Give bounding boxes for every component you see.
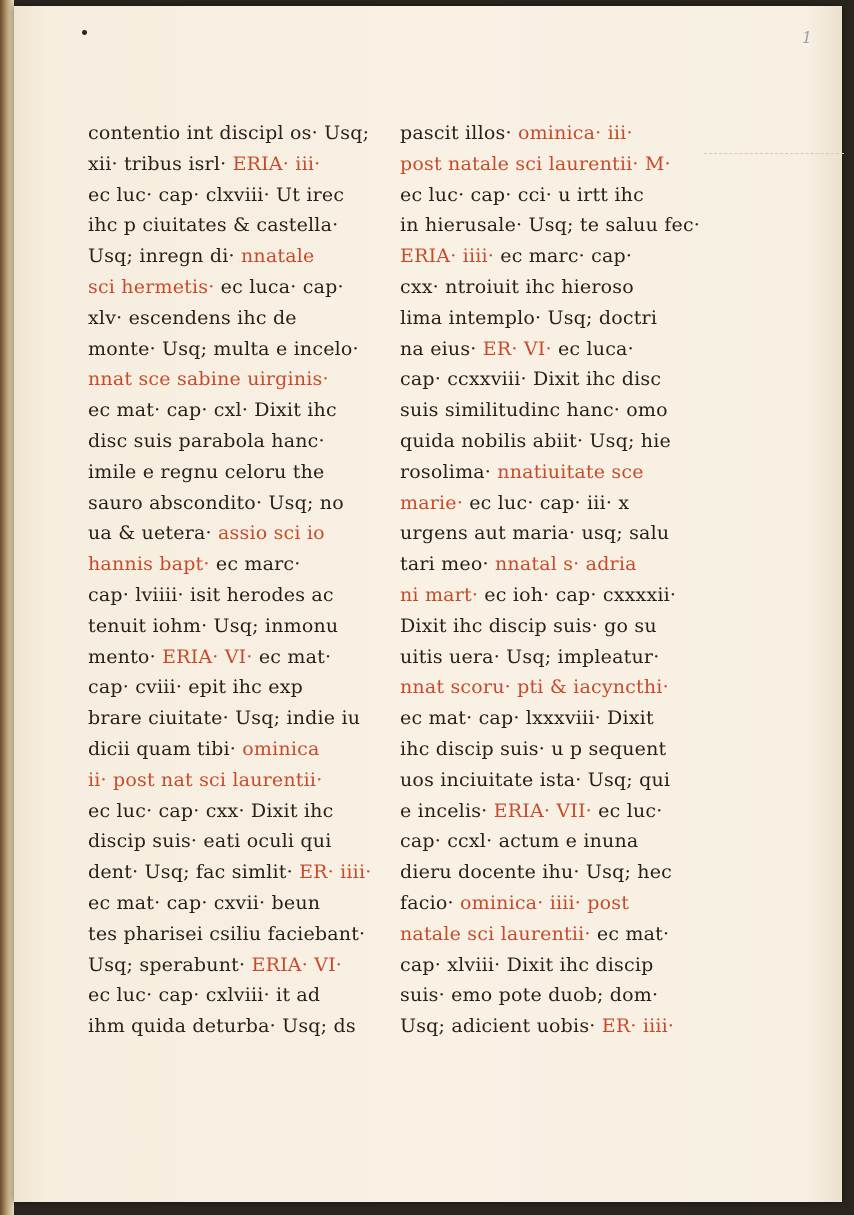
- text-line: [88, 765, 388, 796]
- body-text: cap· cviii· epit ihc exp: [88, 676, 303, 699]
- text-line: [88, 672, 388, 703]
- rubric-text: ominica· iiii· post: [460, 891, 630, 914]
- text-line: [88, 796, 388, 827]
- text-line: [88, 580, 388, 611]
- body-text: xii· tribus isrl·: [88, 152, 233, 175]
- text-line: [400, 580, 700, 611]
- text-line: [88, 549, 388, 580]
- body-text: cap· ccxxviii· Dixit ihc disc: [400, 368, 662, 391]
- text-line: [400, 210, 700, 241]
- body-text: monte· Usq; multa e incelo·: [88, 337, 359, 360]
- rubric-text: nnatale: [240, 245, 315, 268]
- text-line: [88, 395, 388, 426]
- text-line: [400, 457, 700, 488]
- ink-dot: [82, 30, 87, 35]
- rubric-text: ERIA· iii·: [232, 152, 321, 175]
- text-line: [400, 672, 700, 703]
- body-text: ihc p ciuitates & castella·: [88, 214, 339, 237]
- text-line: [400, 950, 700, 981]
- body-text: ec mat· cap· cxl· Dixit ihc: [88, 399, 337, 422]
- body-text: quida nobilis abiit· Usq; hie: [400, 429, 671, 452]
- text-line: [400, 888, 700, 919]
- body-text: ec marc· cap·: [494, 245, 633, 268]
- text-line: [88, 241, 388, 272]
- body-text: disc suis parabola hanc·: [88, 429, 325, 452]
- text-line: [400, 180, 700, 211]
- text-line: [400, 980, 700, 1011]
- body-text: dieru docente ihu· Usq; hec: [400, 861, 673, 884]
- text-line: [88, 488, 388, 519]
- text-line: [400, 518, 700, 549]
- text-line: [88, 857, 388, 888]
- rubric-text: ER· iiii·: [299, 861, 372, 884]
- right-text-column: [400, 118, 700, 1042]
- text-line: [88, 703, 388, 734]
- rubric-text: hannis bapt·: [88, 553, 210, 576]
- body-text: suis similitudinc hanc· omo: [400, 399, 668, 422]
- text-line: [88, 426, 388, 457]
- body-text: ec luca·: [551, 337, 634, 360]
- body-text: cxx· ntroiuit ihc hieroso: [400, 275, 634, 298]
- body-text: facio·: [400, 891, 460, 914]
- text-line: [400, 149, 700, 180]
- text-line: [400, 303, 700, 334]
- text-line: [400, 796, 700, 827]
- body-text: dent· Usq; fac simlit·: [88, 861, 300, 884]
- text-line: [88, 518, 388, 549]
- rubric-text: ERIA· VI·: [162, 645, 253, 668]
- text-line: [400, 857, 700, 888]
- body-text: ec mat·: [252, 645, 332, 668]
- body-text: ec ioh· cap· cxxxxii·: [478, 583, 677, 606]
- text-line: [88, 734, 388, 765]
- body-text: cap· ccxl· actum e inuna: [400, 830, 639, 853]
- body-text: xlv· escendens ihc de: [88, 306, 297, 329]
- body-text: uos inciuitate ista· Usq; qui: [400, 768, 671, 791]
- text-line: [400, 1011, 700, 1042]
- text-line: [400, 334, 700, 365]
- text-line: [88, 888, 388, 919]
- body-text: tenuit iohm· Usq; inmonu: [88, 614, 339, 637]
- body-text: cap· lviiii· isit herodes ac: [88, 583, 334, 606]
- rubric-text: nnatiuitate sce: [497, 460, 644, 483]
- body-text: ec mat·: [590, 922, 670, 945]
- rubric-text: ERIA· VII·: [493, 799, 592, 822]
- text-line: [88, 334, 388, 365]
- text-line: [88, 303, 388, 334]
- text-line: [88, 149, 388, 180]
- text-line: [400, 734, 700, 765]
- body-text: Usq; sperabunt·: [88, 953, 252, 976]
- body-text: ec luc· cap· clxviii· Ut irec: [88, 183, 345, 206]
- rubric-text: ominica· iii·: [517, 122, 633, 144]
- text-line: [400, 241, 700, 272]
- rubric-text: ni mart·: [400, 583, 479, 606]
- body-text: ec mat· cap· cxvii· beun: [88, 891, 321, 914]
- body-text: Usq; inregn di·: [88, 245, 241, 268]
- rubric-text: nnat scoru· pti & iacyncthi·: [400, 676, 669, 699]
- body-text: Usq; adicient uobis·: [400, 1015, 602, 1038]
- body-text: e incelis·: [400, 799, 494, 822]
- text-line: [88, 118, 388, 149]
- rubric-text: ERIA· VI·: [251, 953, 343, 976]
- rubric-text: ii· post nat sci laurentii·: [88, 768, 323, 791]
- text-line: [400, 765, 700, 796]
- text-line: [88, 180, 388, 211]
- rubric-text: ER· iiii·: [601, 1015, 675, 1038]
- body-text: ec luca· cap·: [214, 275, 344, 298]
- text-line: [400, 642, 700, 673]
- text-line: [88, 642, 388, 673]
- text-line: [400, 611, 700, 642]
- text-line: [88, 611, 388, 642]
- body-text: dicii quam tibi·: [88, 737, 243, 760]
- body-text: pascit illos·: [400, 122, 518, 144]
- body-text: tes pharisei csiliu faciebant·: [88, 922, 366, 945]
- text-line: [400, 549, 700, 580]
- body-text: ihc discip suis· u p sequent: [400, 737, 667, 760]
- text-line: [88, 272, 388, 303]
- rubric-text: nnatal s· adria: [494, 553, 637, 576]
- text-line: [88, 950, 388, 981]
- body-text: tari meo·: [400, 553, 495, 576]
- text-line: [400, 426, 700, 457]
- text-line: [88, 210, 388, 241]
- rubric-text: post natale sci laurentii· M·: [400, 152, 671, 175]
- binding-gutter: [0, 0, 14, 1215]
- body-text: suis· emo pote duob; dom·: [400, 984, 659, 1007]
- body-text: in hierusale· Usq; te saluu fec·: [400, 214, 701, 237]
- body-text: cap· xlviii· Dixit ihc discip: [400, 953, 654, 976]
- text-line: [400, 364, 700, 395]
- text-line: [400, 703, 700, 734]
- body-text: ua & uetera·: [88, 522, 219, 545]
- body-text: rosolima·: [400, 460, 498, 483]
- text-line: [400, 395, 700, 426]
- rubric-text: nnat sce sabine uirginis·: [88, 368, 329, 391]
- text-line: [88, 980, 388, 1011]
- body-text: brare ciuitate· Usq; indie iu: [88, 707, 361, 730]
- body-text: ec luc· cap· iii· x: [463, 491, 630, 514]
- rubric-text: natale sci laurentii·: [400, 922, 591, 945]
- body-text: na eius·: [400, 337, 483, 360]
- text-line: [88, 1011, 388, 1042]
- body-text: lima intemplo· Usq; doctri: [400, 306, 658, 329]
- ruling-line: [704, 153, 844, 154]
- body-text: sauro abscondito· Usq; no: [88, 491, 344, 514]
- text-line: [400, 118, 700, 149]
- text-line: [400, 272, 700, 303]
- text-line: [88, 919, 388, 950]
- body-text: contentio int discipl os· Usq;: [88, 122, 370, 144]
- rubric-text: sci hermetis·: [88, 275, 215, 298]
- rubric-text: ERIA· iiii·: [400, 245, 495, 268]
- folio-number: 1: [801, 28, 812, 47]
- body-text: imile e regnu celoru the: [88, 460, 325, 483]
- text-line: [88, 826, 388, 857]
- body-text: ec luc· cap· cxlviii· it ad: [88, 984, 321, 1007]
- rubric-text: ER· VI·: [482, 337, 552, 360]
- body-text: mento·: [88, 645, 163, 668]
- body-text: Dixit ihc discip suis· go su: [400, 614, 657, 637]
- text-line: [400, 919, 700, 950]
- body-text: ec luc·: [591, 799, 663, 822]
- body-text: discip suis· eati oculi qui: [88, 830, 332, 853]
- text-line: [400, 826, 700, 857]
- text-line: [88, 364, 388, 395]
- rubric-text: marie·: [400, 491, 463, 514]
- body-text: ec luc· cap· cxx· Dixit ihc: [88, 799, 334, 822]
- left-text-column: [88, 118, 388, 1042]
- body-text: ec mat· cap· lxxxviii· Dixit: [400, 707, 654, 730]
- rubric-text: ominica: [242, 737, 320, 760]
- body-text: uitis uera· Usq; impleatur·: [400, 645, 660, 668]
- body-text: ec marc·: [209, 553, 301, 576]
- body-text: ihm quida deturba· Usq; ds: [88, 1015, 356, 1038]
- body-text: urgens aut maria· usq; salu: [400, 522, 670, 545]
- rubric-text: assio sci io: [218, 522, 325, 545]
- body-text: ec luc· cap· cci· u irtt ihc: [400, 183, 644, 206]
- text-line: [400, 488, 700, 519]
- text-line: [88, 457, 388, 488]
